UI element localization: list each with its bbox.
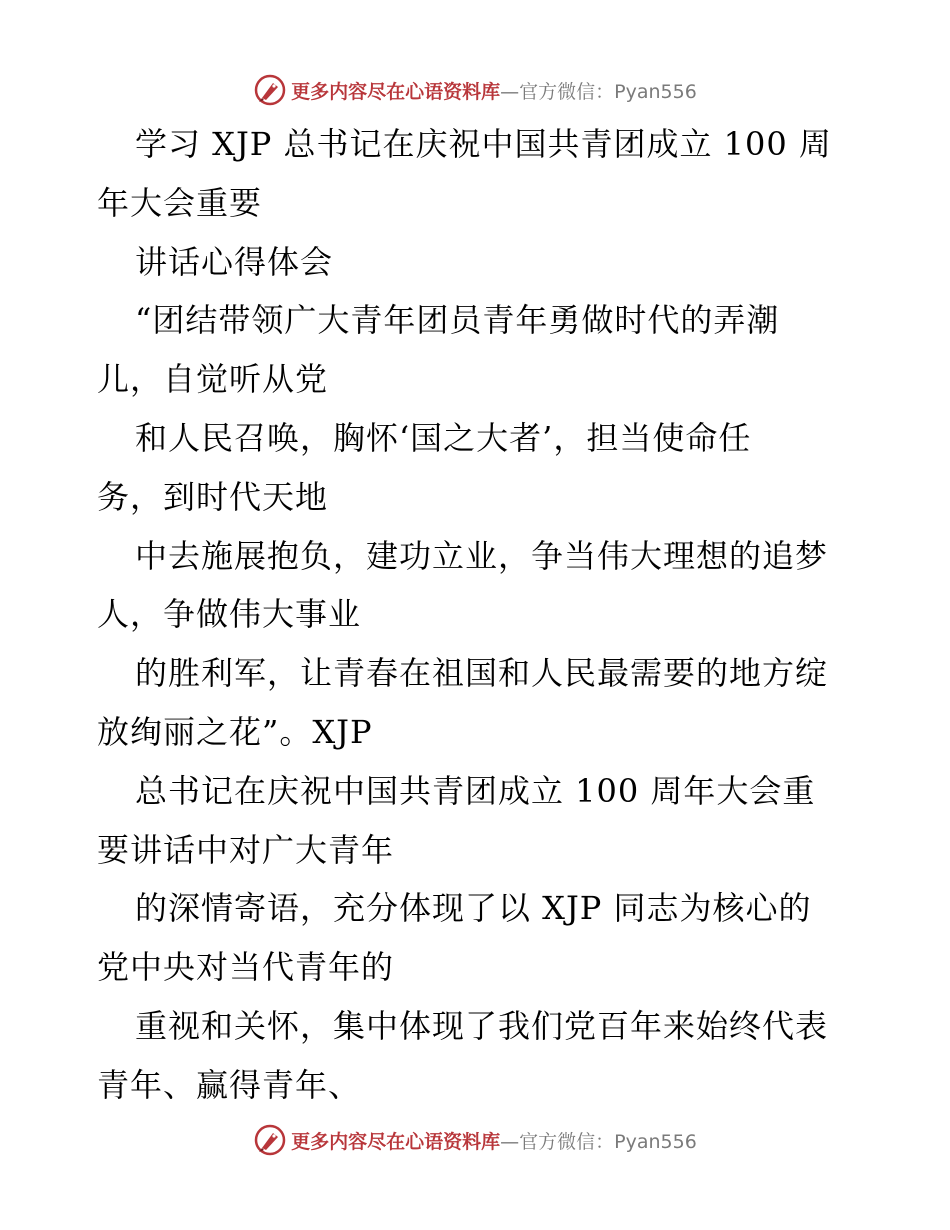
footer-banner-contact: —官方微信：Pyan556: [500, 1130, 697, 1153]
text-line: 总书记在庆祝中国共青团成立 100 周年大会重: [135, 771, 816, 810]
text-line: 学习 XJP 总书记在庆祝中国共青团成立 100 周: [135, 125, 832, 163]
pen-nib-icon: [253, 1123, 287, 1157]
text-line: 人，争做伟大事业: [97, 595, 362, 634]
text-line: 党中央对当代青年的: [97, 948, 395, 987]
text-line: 年大会重要: [97, 183, 263, 222]
text-line: 放绚丽之花”。XJP: [97, 712, 373, 751]
text-line: 讲话心得体会: [135, 242, 334, 281]
pen-nib-icon: [253, 73, 287, 107]
text-line: 中去施展抱负，建功立业，争当伟大理想的追梦: [135, 536, 829, 575]
header-banner-contact: —官方微信：Pyan556: [500, 80, 697, 103]
text-line: 和人民召唤，胸怀‘国之大者’，担当使命任: [135, 418, 752, 457]
text-line: 务，到时代天地: [97, 477, 329, 516]
text-line: 儿，自觉听从党: [97, 360, 329, 399]
document-body: [97, 115, 857, 1115]
text-line: 的胜利军，让青春在祖国和人民最需要的地方绽: [135, 654, 829, 693]
text-line: “团结带领广大青年团员青年勇做时代的弄潮: [135, 301, 780, 340]
header-watermark-banner: [0, 70, 950, 110]
header-banner-title: 更多内容尽在心语资料库: [291, 80, 501, 103]
text-line: 要讲话中对广大青年: [97, 830, 395, 869]
footer-watermark-banner: [0, 1120, 950, 1160]
footer-banner-title: 更多内容尽在心语资料库: [291, 1130, 501, 1153]
text-line: 的深情寄语，充分体现了以 XJP 同志为核心的: [135, 889, 812, 928]
text-line: 青年、赢得青年、: [97, 1065, 362, 1104]
text-line: 重视和关怀，集中体现了我们党百年来始终代表: [135, 1006, 829, 1045]
